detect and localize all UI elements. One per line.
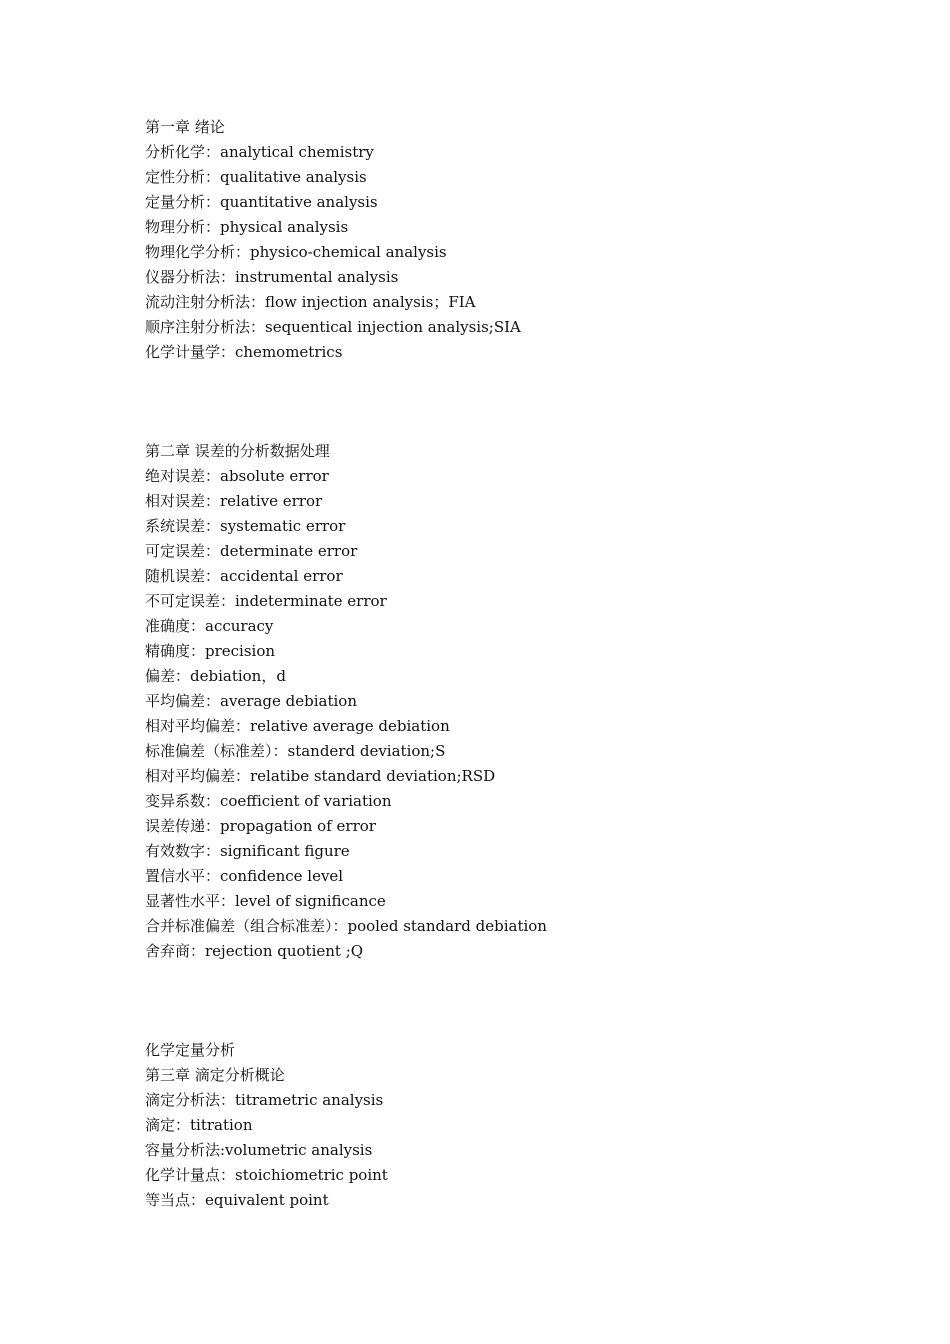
term-line: 合并标准偏差（组合标准差）：pooled standard debiation xyxy=(145,917,547,935)
term-line: 有效数字：significant figure xyxy=(145,842,350,860)
part-title: 化学定量分析 xyxy=(145,1041,236,1059)
chapter1-title: 第一章 绪论 xyxy=(145,118,225,136)
term-line: 等当点：equivalent point xyxy=(145,1191,329,1209)
term-line: 不可定误差：indeterminate error xyxy=(145,592,387,610)
section-gap xyxy=(145,365,865,439)
term-line: 定量分析：quantitative analysis xyxy=(145,193,378,211)
document-page xyxy=(145,115,865,1213)
section-gap xyxy=(145,964,865,1038)
term-line: 仪器分析法：instrumental analysis xyxy=(145,268,399,286)
term-line: 系统误差：systematic error xyxy=(145,517,346,535)
term-line: 标准偏差（标准差）：standerd deviation;S xyxy=(145,742,446,760)
term-line: 定性分析：qualitative analysis xyxy=(145,168,367,186)
term-line: 化学计量学：chemometrics xyxy=(145,343,343,361)
term-line: 平均偏差：average debiation xyxy=(145,692,357,710)
chapter3-title: 第三章 滴定分析概论 xyxy=(145,1066,285,1084)
term-line: 随机误差：accidental error xyxy=(145,567,343,585)
term-line: 显著性水平：level of significance xyxy=(145,892,386,910)
term-line: 可定误差：determinate error xyxy=(145,542,358,560)
term-line: 相对误差：relative error xyxy=(145,492,323,510)
term-line: 偏差：debiation，d xyxy=(145,667,286,685)
term-line: 误差传递：propagation of error xyxy=(145,817,376,835)
term-line: 顺序注射分析法：sequentical injection analysis;SIA xyxy=(145,318,521,336)
term-line: 精确度：precision xyxy=(145,642,276,660)
term-line: 化学计量点：stoichiometric point xyxy=(145,1166,388,1184)
term-line: 准确度：accuracy xyxy=(145,617,274,635)
term-line: 相对平均偏差：relative average debiation xyxy=(145,717,450,735)
term-line: 相对平均偏差：relatibe standard deviation;RSD xyxy=(145,767,496,785)
chapter2-title: 第二章 误差的分析数据处理 xyxy=(145,442,330,460)
term-line: 绝对误差：absolute error xyxy=(145,467,329,485)
term-line: 变异系数：coefficient of variation xyxy=(145,792,392,810)
term-line: 置信水平：confidence level xyxy=(145,867,344,885)
term-line: 舍弃商：rejection quotient ;Q xyxy=(145,942,364,960)
term-line: 物理分析：physical analysis xyxy=(145,218,349,236)
term-line: 滴定：titration xyxy=(145,1116,253,1134)
term-line: 分析化学：analytical chemistry xyxy=(145,143,374,161)
term-line: 流动注射分析法：flow injection analysis；FIA xyxy=(145,293,476,311)
term-line: 滴定分析法：titrametric analysis xyxy=(145,1091,384,1109)
term-line: 容量分析法:volumetric analysis xyxy=(145,1141,373,1159)
term-line: 物理化学分析：physico-chemical analysis xyxy=(145,243,447,261)
